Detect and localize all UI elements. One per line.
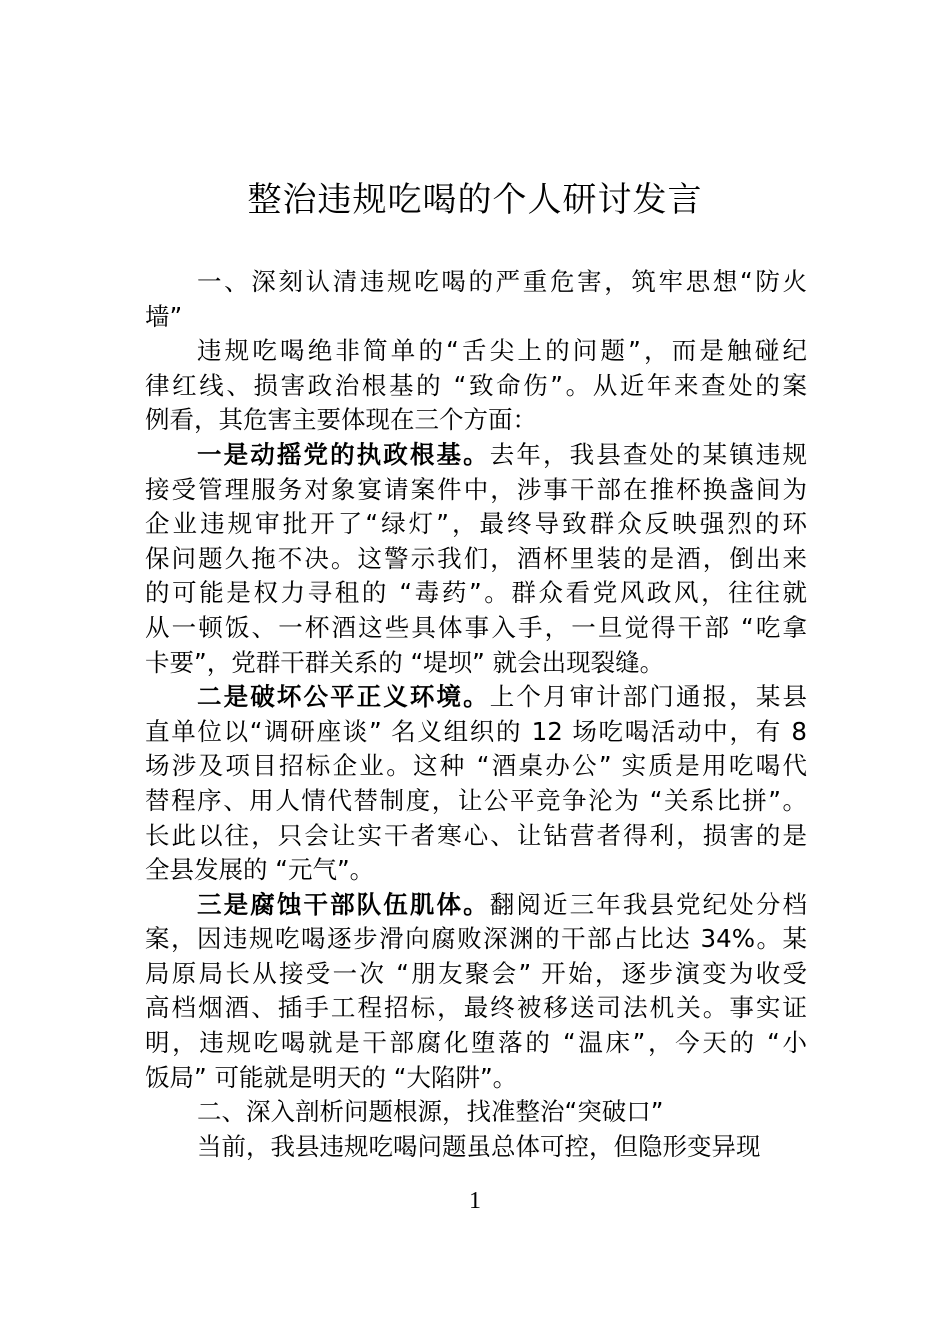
line-text: 替程序、用人情代替制度，让公平竞争沦为 “关系比拼”。: [145, 785, 807, 815]
text-line: [145, 265, 807, 300]
paragraph: [145, 680, 807, 888]
line-text: 违规吃喝绝非简单的“舌尖上的问题”，而是触碰纪: [197, 336, 807, 366]
page-number: 1: [469, 1188, 481, 1214]
line-text: 高档烟酒、插手工程招标，最终被移送司法机关。事实证: [145, 993, 807, 1023]
line-text: 去年，我县查处的某镇违规: [489, 439, 807, 469]
line-text: 上个月审计部门通报，某县: [489, 682, 807, 712]
text-line: [145, 1061, 807, 1096]
line-text: 场涉及项目招标企业。这种 “酒桌办公” 实质是用吃喝代: [145, 751, 807, 781]
paragraph: [145, 1130, 807, 1165]
line-text: 饭局” 可能就是明天的 “大陷阱”。: [145, 1062, 518, 1092]
line-text: 一、深刻认清违规吃喝的严重危害，筑牢思想“防火: [197, 267, 807, 296]
text-line: [145, 784, 807, 819]
text-line: [145, 749, 807, 784]
text-line: [145, 1095, 807, 1130]
bold-lead: 一是动摇党的执政根基。: [197, 439, 490, 469]
line-text: 接受管理服务对象宴请案件中，涉事干部在推杯换盏间为: [145, 474, 807, 504]
line-text: 当前，我县违规吃喝问题虽总体可控，但隐形变异现: [197, 1131, 761, 1161]
line-text: 二、深入剖析问题根源，找准整治“突破口”: [197, 1097, 664, 1127]
text-line: [145, 957, 807, 992]
text-line: [145, 991, 807, 1026]
text-line: [145, 611, 807, 646]
line-text: 例看，其危害主要体现在三个方面：: [145, 405, 537, 435]
paragraph: [145, 265, 807, 334]
text-line: [145, 922, 807, 957]
text-line: [145, 819, 807, 854]
text-line: [145, 715, 807, 750]
text-line: [145, 403, 807, 438]
bold-lead: 二是破坏公平正义环境。: [197, 682, 490, 712]
line-text: 全县发展的 “元气”。: [145, 855, 375, 885]
text-line: [145, 438, 807, 473]
text-line: [145, 1026, 807, 1061]
text-line: [145, 369, 807, 404]
bold-lead: 三是腐蚀干部队伍肌体。: [197, 889, 490, 919]
line-text: 翻阅近三年我县党纪处分档: [489, 889, 807, 919]
line-text: 的可能是权力寻租的 “毒药”。群众看党风政风，往往就: [145, 578, 807, 608]
text-line: [145, 853, 807, 888]
text-line: [145, 576, 807, 611]
paragraph: [145, 438, 807, 680]
text-line: [145, 473, 807, 508]
line-text: 从一顿饭、一杯酒这些具体事入手，一旦觉得干部 “吃拿: [145, 612, 807, 642]
line-text: 卡要”，党群干群关系的 “堤坝” 就会出现裂缝。: [145, 647, 665, 677]
text-line: [145, 542, 807, 577]
line-text: 律红线、损害政治根基的 “致命伤”。从近年来查处的案: [145, 370, 807, 400]
line-text: 企业违规审批开了“绿灯”，最终导致群众反映强烈的环: [145, 509, 807, 539]
text-line: [145, 300, 807, 335]
document-title: 整治违规吃喝的个人研讨发言: [247, 180, 703, 220]
text-line: [145, 334, 807, 369]
document-body: [145, 265, 807, 1164]
text-line: [145, 646, 807, 681]
paragraph: [145, 888, 807, 1096]
line-text: 墙”: [145, 301, 183, 331]
line-text: 长此以往，只会让实干者寒心、让钻营者得利，损害的是: [145, 820, 807, 850]
line-text: 直单位以“调研座谈” 名义组织的 12 场吃喝活动中，有 8: [145, 716, 807, 746]
paragraph: [145, 334, 807, 438]
text-line: [145, 680, 807, 715]
line-text: 案，因违规吃喝逐步滑向腐败深渊的干部占比达 34%。某: [145, 924, 807, 954]
line-text: 明，违规吃喝就是干部腐化堕落的 “温床”，今天的 “小: [145, 1028, 807, 1058]
text-line: [145, 888, 807, 923]
text-line: [145, 1130, 807, 1165]
text-line: [145, 507, 807, 542]
line-text: 保问题久拖不决。这警示我们，酒杯里装的是酒，倒出来: [145, 543, 807, 573]
line-text: 局原局长从接受一次 “朋友聚会” 开始，逐步演变为收受: [145, 958, 807, 988]
paragraph: [145, 1095, 807, 1130]
